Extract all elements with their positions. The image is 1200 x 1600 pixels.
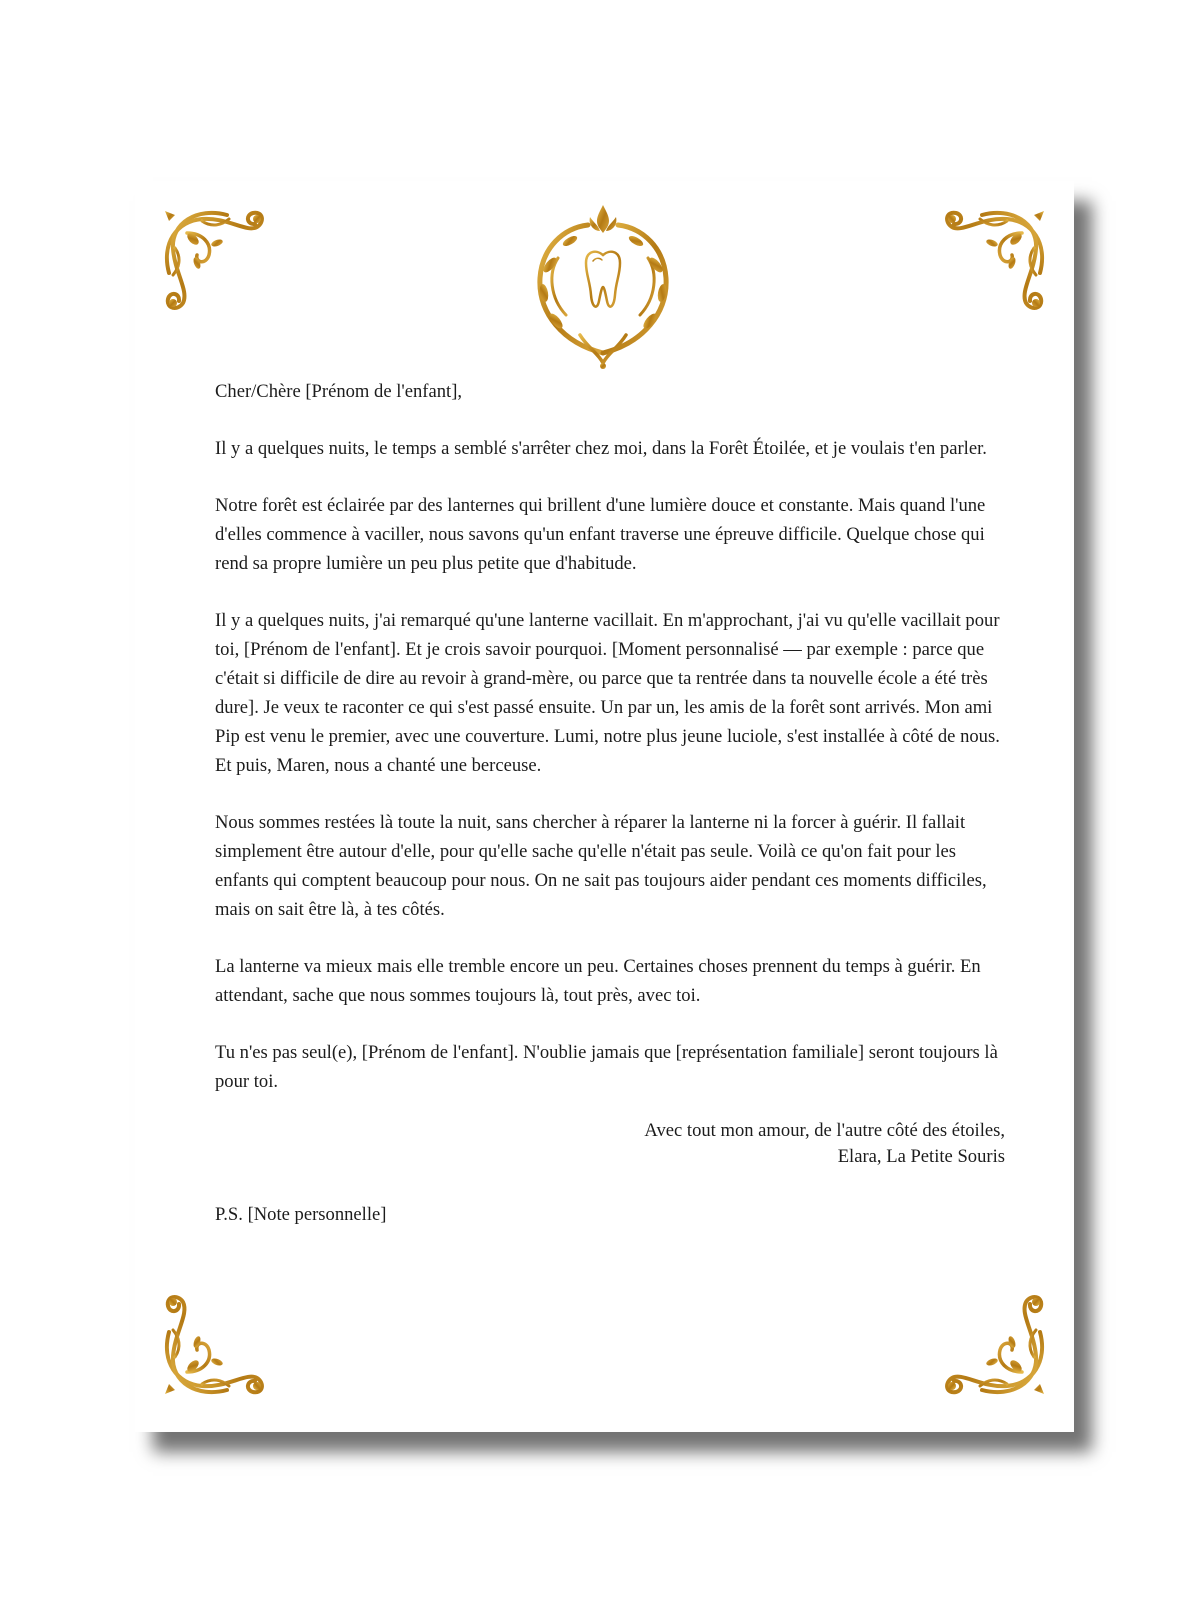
- tooth-icon: [586, 252, 620, 307]
- paragraph-2: Notre forêt est éclairée par des lanternes qui brillent d'une lumière douce et constante. Mais quand l'une d'elles commence à vaciller, nous savons qu'un enfant traverse une épreuve difficile. Quelque chose qui rend sa propre lumière un peu plus petite que d'habitude.: [215, 495, 986, 574]
- tooth-crest-icon: [528, 203, 678, 369]
- paragraph-3: Il y a quelques nuits, j'ai remarqué qu'une lanterne vacillait. En m'approchant, j'ai vu qu'elle vacillait pour toi, [Prénom de l'enfant]. Et je crois savoir pourquoi. [Moment personnalisé — par exemple : parce que c'était si difficile de dire au revoir à grand-mère, ou parce que ta rentrée dans ta nouvelle école a été très dure]. Je veux te raconter ce qui s'est passé ensuite. Un par un, les amis de la forêt sont arrivés. Mon ami Pip est venu le premier, avec une couverture. Lumi, notre plus jeune luciole, s'est installée à côté de nous. Et puis, Maren, nous a chanté une berceuse.: [215, 610, 1000, 776]
- paragraph-1: Il y a quelques nuits, le temps a semblé s'arrêter chez moi, dans la Forêt Étoilée, et je voulais t'en parler.: [215, 438, 987, 459]
- salutation: Cher/Chère [Prénom de l'enfant],: [215, 381, 463, 402]
- paragraph-4: Nous sommes restées là toute la nuit, sans chercher à réparer la lanterne ni la forcer à guérir. Il fallait simplement être autour d'elle, pour qu'elle sache qu'elle n'était pas seule. Voilà ce qu'on fait pour les enfants qui comptent beaucoup pour nous. On ne sait pas toujours aider pendant ces moments difficiles, mais on sait être là, à tes côtés.: [215, 812, 987, 920]
- paragraph-6: Tu n'es pas seul(e), [Prénom de l'enfant]. N'oublie jamais que [représentation familiale] seront toujours là pour toi.: [215, 1042, 998, 1092]
- letter-page: [135, 181, 1074, 1432]
- signoff: [215, 1118, 1005, 1170]
- closing-line: Avec tout mon amour, de l'autre côté des étoiles,: [644, 1120, 1005, 1141]
- paragraph-5: La lanterne va mieux mais elle tremble encore un peu. Certaines choses prennent du temps à guérir. En attendant, sache que nous sommes toujours là, tout près, avec toi.: [215, 956, 981, 1006]
- letter-body: [215, 377, 1005, 1257]
- signature: Elara, La Petite Souris: [837, 1146, 1005, 1167]
- postscript: P.S. [Note personnelle]: [215, 1204, 387, 1225]
